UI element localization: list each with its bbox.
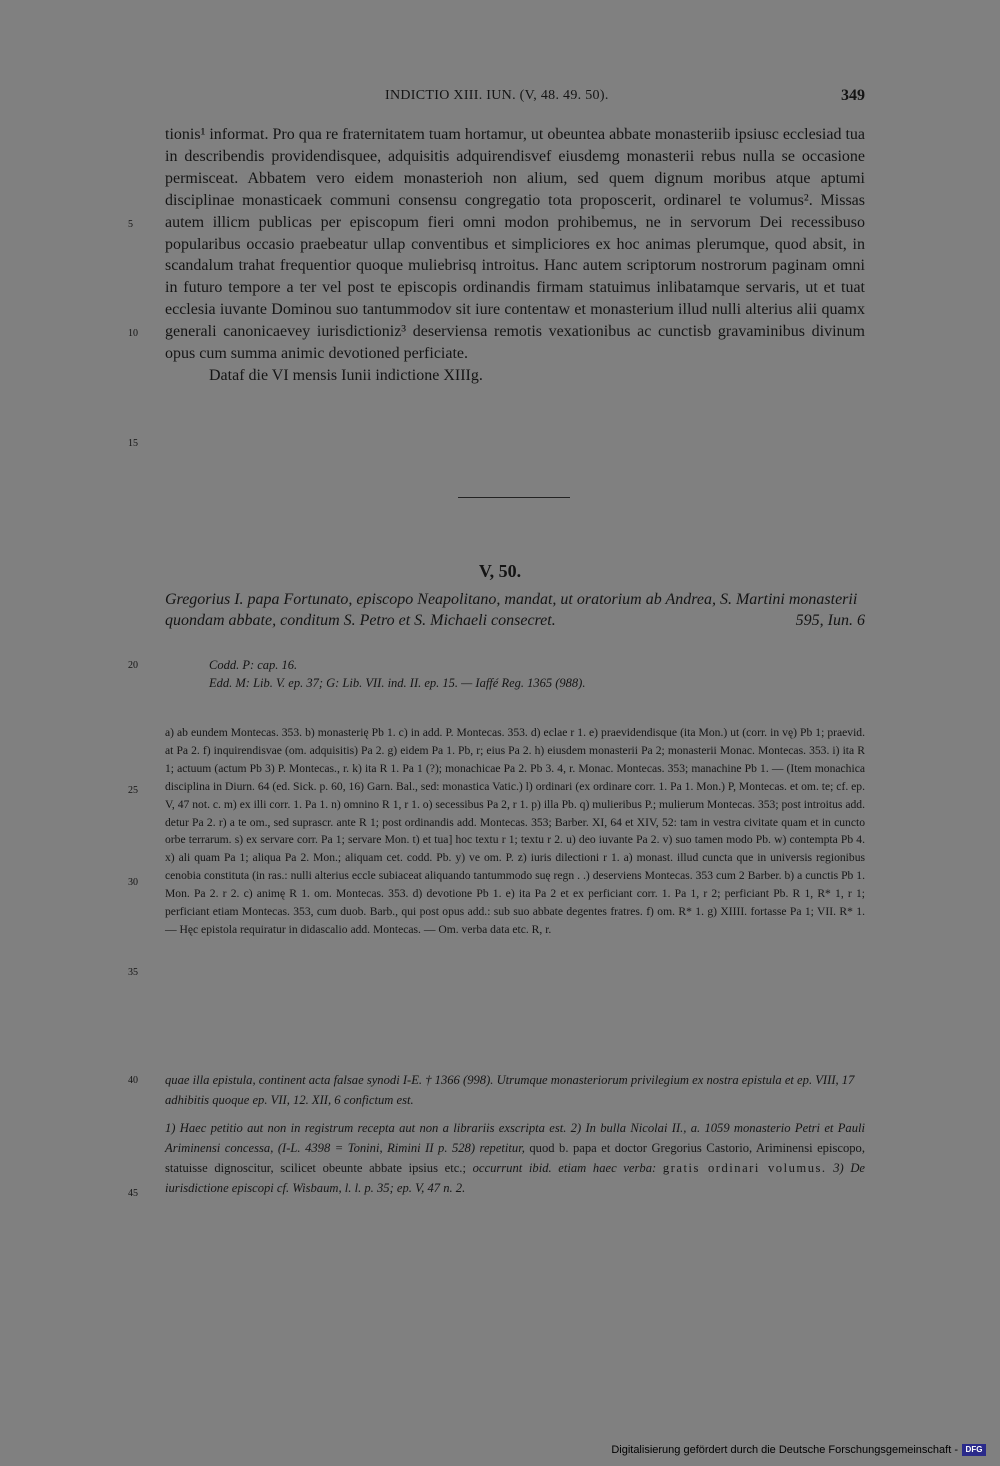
main-paragraph: tionis¹ informat. Pro qua re fraternitatem tuam hortamur, ut obeuntea abbate monasteriib ipsiusc ecclesiad tua in describendis providendisquee, adquisitis adquirendisvef eiusdemg monasterii rebus nulla se occasione permisceat. Abbatem vero eidem monasterioh non alium, sed quem dignum moribus atque aptumi disciplinae monasticaek communi consensu congregatio tota proposcerit, ordinarel te volumus². Missas autem illicm publicas per episcopum fieri omni modon prohibemus, ne in servorum Dei recessibuso popularibus occasio praebeatur ullap conventibus et simpliciores ex hoc animas plerumque, quod absit, in scandalum trahat frequentior quoque muliebrisq introitus. Hanc autem scriptorum nostrorum paginam omni in futuro tempore a ter vel post te episcopis ordinandis firmam statuimus inlibatamque servaris, ut et tuat ecclesia iuvante Dominou suo tantummodov sit iure contentaw et monasterium illud nulli alterius alii quamx generali canonicaevey iurisdictioniz³ deserviensa remotis vexationibus ac cunctisb gravaminibus divinum opus cum summa animic devotioned perficiate. bbox=[165, 126, 865, 363]
footnote-3: 3) De iurisdictione episcopi cf. Wisbaum, l. l. p. 35; ep. V, 47 n. 2. bbox=[165, 1161, 866, 1195]
dfg-logo: DFG bbox=[962, 1444, 986, 1456]
line-number: 10 bbox=[128, 328, 138, 339]
page-number: 349 bbox=[841, 87, 865, 104]
codices-line: Codd. P: cap. 16. bbox=[209, 658, 298, 672]
section-divider bbox=[458, 497, 570, 498]
line-number: 45 bbox=[128, 1188, 138, 1199]
line-number: 35 bbox=[128, 967, 138, 978]
manuscripts-editions bbox=[209, 656, 869, 692]
line-number: 20 bbox=[128, 660, 138, 671]
line-number: 40 bbox=[128, 1075, 138, 1086]
footnotes bbox=[165, 1118, 865, 1198]
footnote-1: 1) Haec petitio aut non in registrum recepta aut non a librariis exscripta est. bbox=[165, 1121, 567, 1135]
summary-text: Gregorius I. papa Fortunato, episcopo Neapolitano, mandat, ut oratorium ab Andrea, S. Martini monasterii quondam abbate, conditum S. Petro et S. Michaeli consecret. bbox=[165, 591, 858, 629]
footnote-2-italic-2: occurrunt ibid. etiam haec verba: bbox=[472, 1161, 657, 1175]
footnote-2-italic: 2) In bulla Nicolai II., a. 1059 monasterio Petri et Pauli Ariminensi concessa, (I-L. 4398 = Tonini, Rimini II p. 528) repetitur, bbox=[165, 1121, 865, 1155]
page-header bbox=[165, 88, 865, 112]
critical-apparatus: a) ab eundem Montecas. 353. b) monasterię Pb 1. c) in add. P. Montecas. 353. d) eclae r 1. e) praevidendisque (ita Mon.) ut (corr. in vę) Pb 1; praevid. at Pa 2. f) inquirendisvae (om. adquisitis) Pa 2. g) eidem Pa 1. Pb, r; eius Pa 2. h) eiusdem monasterii Pa 2; monasterii Monac. Montecas. 353. i) ita R 1; actuum (actum Pb 3) P. Montecas., r. k) ita R 1. Pa 1 (?); monachicae Pa 2. Pb 3. 4, r. Monac. Montecas. 353; manachine Pb 1. — (Item monachica disciplina in Diurn. 64 (ed. Sick. p. 60, 16) Garn. Bal., sed: monastica Vatic.) l) ordinari (ex ordinare corr. 1. Pa 1. Mon.) P, Montecas. et om. te; cf. ep. V, 47 not. c. m) ex illi corr. 1. Pa 1. n) omnino R 1, r 1. o) secessibus Pa 2, r 1. p) illa Pb. q) mulieribus P.; mulierum Montecas. 353; post introitus add. detur Pa 2. r) a te om., sed suprascr. ante R 1; post ordinandis add. Montecas. 353; Barber. XI, 64 et XIV, 52: tam in vestra civitate quam et in cuncto orbe terrarum. s) ex servare corr. Pa 1; servare Mon. t) et tua] hoc textu r 1; textu r 2. u) deo iuvante Pa 2. v) suo tamen modo Pb. w) contempta Pb 4. x) ali quam Pa 1; aliqua Pa 2. Mon.; aliquam cet. codd. Pb. y) ve om. P. z) iuris dilectioni r 1. a) monast. illud cuncta que in universis regionibus cenobia constituta (in ras.: nulli alterius eccle subiaceat aliquando tantummodo suę regn . .) deserviens Montecas. 353 cum 2 Barber. b) a cunctis Pb 1. Mon. Pa 2. r 2. c) animę R 1. om. Montecas. 353. d) devotione Pb 1. e) ita Pa 2 et ex perficiant corr. 1. Pa 1, r 2; perficiant Pb. R 1, R* 1, r 1; perficiant etiam Montecas. 353, cum duob. Barb., qui post opus add.: sub suo abbate degentes fratres. f) om. R* 1. g) XIIII. fortasse Pa 1; VII. R* 1. — Hęc epistola requiratur in didascalio add. Montecas. — Om. verba data etc. R, r. bbox=[165, 726, 865, 936]
document-date: 595, Iun. 6 bbox=[795, 612, 865, 629]
credit-text: Digitalisierung gefördert durch die Deutsche Forschungsgemeinschaft - bbox=[611, 1444, 958, 1456]
line-number: 30 bbox=[128, 877, 138, 888]
document-summary bbox=[165, 589, 865, 631]
line-number: 5 bbox=[128, 219, 133, 230]
line-number: 15 bbox=[128, 438, 138, 449]
post-apparatus-note: quae illa epistula, continent acta falsae synodi I-E. † 1366 (998). Utrumque monasteriorum privilegium ex nostra epistula et ep. VIII, 17 adhibitis quoque ep. VII, 12. XII, 6 confictum est. bbox=[165, 1073, 855, 1107]
date-line: Dataf die VI mensis Iunii indictione XIIIg. bbox=[209, 366, 483, 384]
editions-line: Edd. M: Lib. V. ep. 37; G: Lib. VII. ind. II. ep. 15. — Iaffé Reg. 1365 (988). bbox=[209, 676, 586, 690]
line-number: 25 bbox=[128, 785, 138, 796]
main-text bbox=[165, 124, 865, 387]
document-number: V, 50. bbox=[478, 561, 522, 581]
dfg-credit bbox=[611, 1444, 986, 1456]
running-head: INDICTIO XIII. IUN. (V, 48. 49. 50). bbox=[385, 88, 609, 103]
footnote-2-roman: quod b. papa et doctor Gregorius Castorio, Ariminensi episcopo, statuisse dignoscitur, scilicet obeunte abbate ipsius etc.; bbox=[165, 1141, 865, 1175]
footnote-2-spaced: gratis ordinari volumus. bbox=[662, 1161, 827, 1175]
